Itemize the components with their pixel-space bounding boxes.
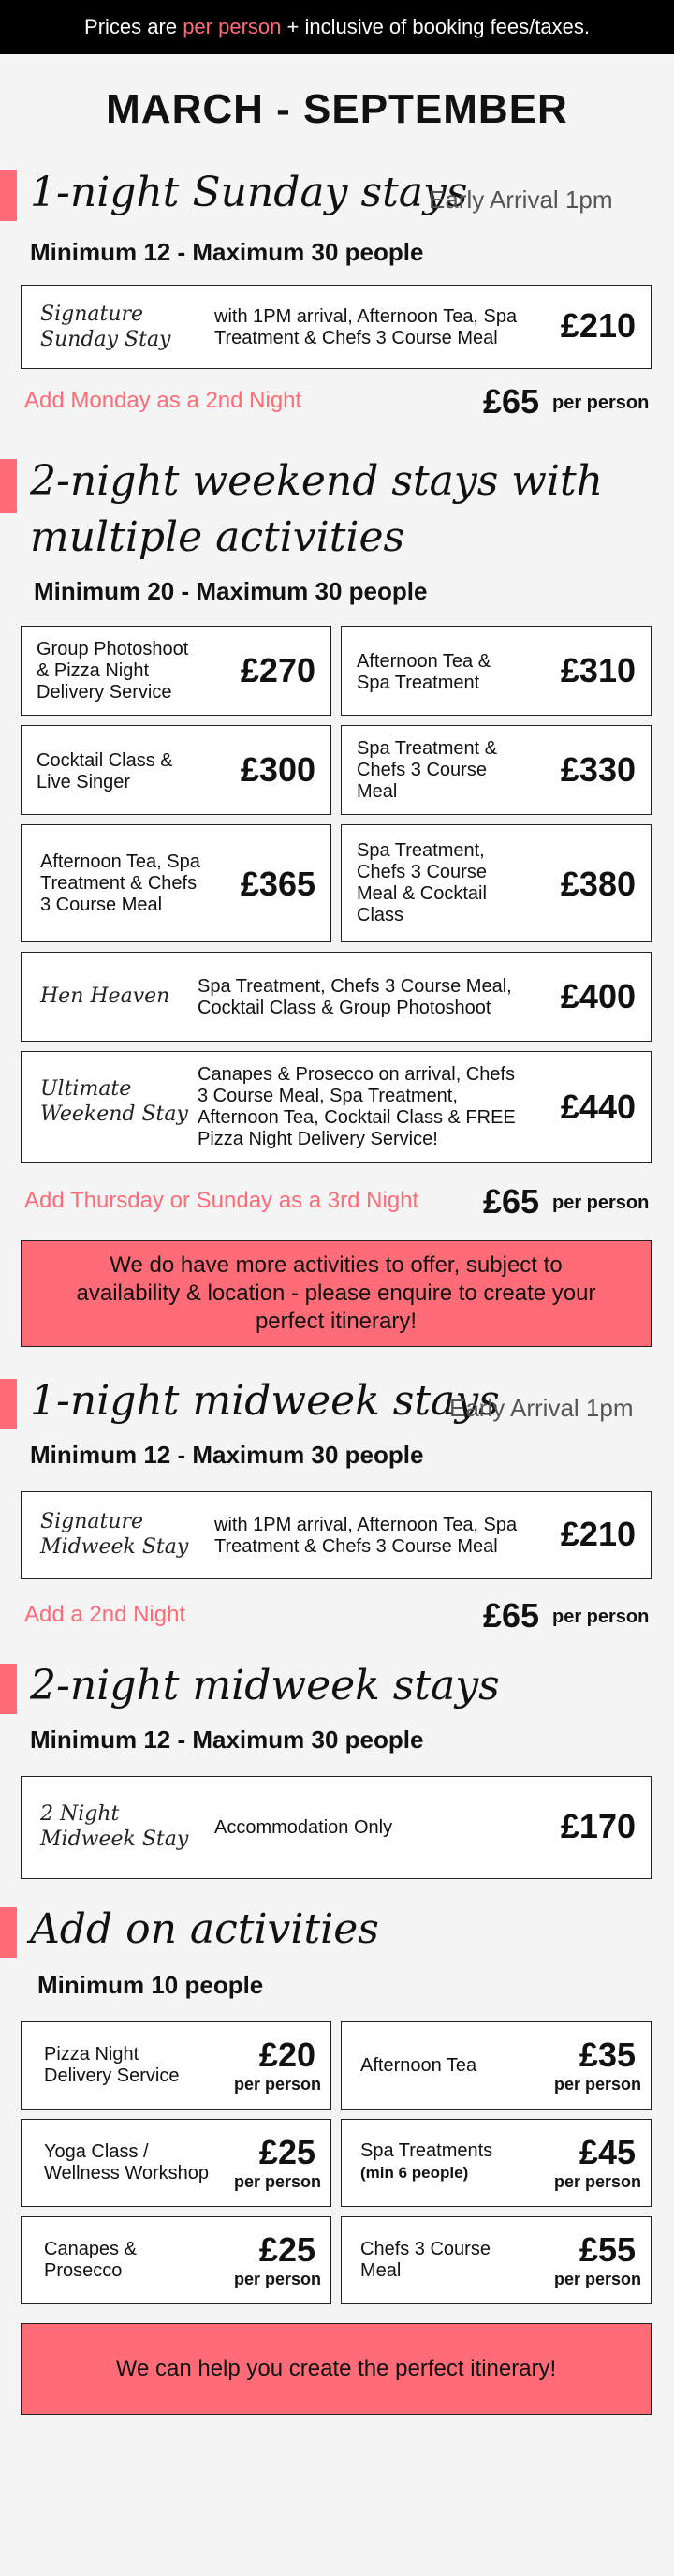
package-description	[214, 1515, 517, 1558]
description-line: (min 6 people)	[360, 2164, 469, 2182]
add-night-price: £65	[483, 1182, 540, 1221]
description-line: Afternoon Tea &	[357, 651, 491, 672]
early-arrival-label: Early Arrival 1pm	[429, 185, 613, 214]
addon-description	[360, 2140, 492, 2184]
description-line: Meal	[357, 781, 398, 802]
package-card[interactable]	[341, 725, 652, 815]
package-card-signature-midweek[interactable]	[21, 1491, 652, 1579]
package-price: £330	[560, 750, 636, 789]
package-description	[37, 639, 188, 703]
package-name	[40, 1801, 188, 1852]
package-description: Accommodation Only	[214, 1817, 393, 1838]
description-line: Live Singer	[37, 772, 131, 792]
package-price: £440	[560, 1088, 636, 1126]
package-price: £270	[240, 651, 315, 689]
addon-description	[360, 2055, 476, 2077]
package-name-line: Weekend Stay	[40, 1103, 188, 1126]
description-line: Pizza Night	[44, 2044, 139, 2065]
description-line: Spa Treatments	[360, 2140, 493, 2161]
addon-price: £55	[579, 2230, 636, 2269]
addon-price: £45	[579, 2133, 636, 2171]
package-description	[198, 976, 512, 1019]
description-line: with 1PM arrival, Afternoon Tea, Spa	[214, 306, 518, 327]
description-line: Meal & Cocktail	[357, 883, 487, 904]
description-line: Afternoon Tea, Spa	[40, 851, 200, 872]
section-title: Add on activities	[30, 1905, 379, 1953]
add-night-label: Add Monday as a 2nd Night	[24, 388, 302, 413]
package-name: Hen Heaven	[40, 985, 170, 1008]
description-line: Cocktail Class & Group Photoshoot	[198, 998, 491, 1018]
package-card[interactable]	[21, 725, 331, 815]
description-line: Spa Treatment, Chefs 3 Course Meal,	[198, 976, 512, 997]
description-line: Chefs 3 Course	[360, 2239, 491, 2259]
package-description	[214, 306, 517, 349]
section-title-line2: multiple activities	[30, 513, 405, 561]
description-line: Class	[357, 905, 404, 925]
description-line: Afternoon Tea	[360, 2055, 477, 2076]
banner-highlight: per person	[183, 15, 282, 38]
package-card[interactable]	[341, 824, 652, 942]
addon-per-person: per person	[233, 2270, 321, 2288]
description-line: Canapes & Prosecco on arrival, Chefs	[198, 1064, 516, 1085]
addon-price: £25	[258, 2230, 315, 2269]
description-line: Group Photoshoot	[37, 639, 189, 659]
add-night-label: Add a 2nd Night	[24, 1602, 186, 1627]
description-line: & Pizza Night	[37, 660, 150, 681]
description-line: Delivery Service	[37, 682, 172, 703]
description-line: Chefs 3 Course	[357, 760, 487, 780]
package-name	[40, 302, 171, 352]
group-size-label: Minimum 12 - Maximum 30 people	[30, 1441, 424, 1469]
addon-card[interactable]	[341, 2119, 652, 2207]
description-line: Meal	[360, 2260, 402, 2281]
addon-description	[360, 2239, 491, 2282]
package-name-line: Midweek Stay	[40, 1535, 189, 1559]
package-price: £380	[560, 865, 636, 903]
itinerary-cta[interactable]: We can help you create the perfect itinerary!	[21, 2323, 652, 2415]
section-title: 2-night midweek stays	[30, 1662, 500, 1710]
package-name-line: 2 Night	[40, 1802, 120, 1826]
description-line: Spa Treatment,	[357, 840, 485, 861]
add-night-label: Add Thursday or Sunday as a 3rd Night	[24, 1188, 419, 1213]
description-line: Yoga Class /	[44, 2141, 149, 2162]
addon-card[interactable]	[341, 2216, 652, 2304]
description-line: Delivery Service	[44, 2065, 180, 2086]
package-description	[357, 738, 497, 803]
package-name-line: Midweek Stay	[40, 1828, 189, 1851]
package-description	[40, 851, 200, 916]
addon-price: £20	[258, 2036, 315, 2074]
notice-line: We do have more activities to offer, subject to	[110, 1252, 563, 1278]
group-size-label: Minimum 10 people	[37, 1971, 264, 1999]
description-line: with 1PM arrival, Afternoon Tea, Spa	[214, 1515, 518, 1535]
description-line: Chefs 3 Course	[357, 862, 487, 882]
package-name-line: Sunday Stay	[40, 328, 171, 351]
banner-suffix: + inclusive of booking fees/taxes.	[281, 15, 590, 38]
package-price: £365	[240, 865, 315, 903]
add-night-per-person: per person	[552, 392, 650, 413]
description-line: Treatment & Chefs	[40, 873, 198, 894]
description-line: Pizza Night Delivery Service!	[198, 1129, 438, 1149]
package-name	[40, 1509, 188, 1560]
addon-per-person: per person	[553, 2075, 641, 2094]
group-size-label: Minimum 20 - Maximum 30 people	[34, 577, 428, 605]
package-card-2night-midweek[interactable]	[21, 1776, 652, 1879]
package-description	[37, 750, 173, 793]
package-name-line: Signature	[40, 303, 144, 326]
addon-per-person: per person	[553, 2270, 641, 2288]
addon-card[interactable]	[21, 2021, 331, 2110]
description-line: Treatment & Chefs 3 Course Meal	[214, 328, 498, 348]
description-line: Spa Treatment	[357, 673, 480, 693]
add-night-per-person: per person	[552, 1606, 650, 1627]
pricing-banner	[0, 0, 674, 54]
package-card-signature-sunday[interactable]	[21, 285, 652, 369]
notice-line: perfect itinerary!	[255, 1309, 418, 1334]
early-arrival-label: Early Arrival 1pm	[449, 1394, 634, 1422]
section-accent-bar	[0, 170, 17, 221]
package-price: £400	[560, 977, 636, 1015]
package-name-line: Signature	[40, 1510, 144, 1533]
add-night-price: £65	[483, 382, 540, 421]
package-name	[40, 1076, 188, 1127]
section-title-line1: 2-night weekend stays with	[30, 457, 604, 505]
description-line: Canapes &	[44, 2239, 137, 2259]
package-card[interactable]	[21, 626, 331, 716]
description-line: Afternoon Tea, Cocktail Class & FREE	[198, 1107, 516, 1128]
addon-description	[44, 2239, 137, 2282]
package-card-ultimate-weekend[interactable]	[21, 1051, 652, 1163]
package-card-hen-heaven[interactable]	[21, 952, 652, 1042]
package-price: £210	[560, 1515, 636, 1553]
description-line: Wellness Workshop	[44, 2163, 209, 2184]
add-night-price: £65	[483, 1596, 540, 1635]
addon-card[interactable]	[21, 2119, 331, 2207]
package-price: £210	[560, 306, 636, 345]
section-accent-bar	[0, 459, 17, 513]
package-price: £300	[240, 750, 315, 789]
addon-per-person: per person	[553, 2172, 641, 2191]
section-accent-bar	[0, 1907, 17, 1958]
description-line: Spa Treatment &	[357, 738, 498, 759]
package-description	[198, 1064, 516, 1150]
group-size-label: Minimum 12 - Maximum 30 people	[30, 238, 424, 266]
description-line: Prosecco	[44, 2260, 123, 2281]
section-title: 1-night Sunday stays	[30, 169, 468, 216]
addon-description	[44, 2044, 179, 2087]
section-title: 1-night midweek stays	[30, 1377, 500, 1425]
enquire-notice	[21, 1240, 652, 1347]
section-accent-bar	[0, 1664, 17, 1714]
addon-description	[44, 2141, 209, 2184]
package-name-line: Ultimate	[40, 1077, 132, 1101]
description-line: 3 Course Meal	[40, 895, 163, 915]
addon-per-person: per person	[233, 2075, 321, 2094]
package-description	[357, 651, 491, 694]
addon-card[interactable]	[21, 2216, 331, 2304]
description-line: Cocktail Class &	[37, 750, 173, 771]
banner-prefix: Prices are	[84, 15, 183, 38]
addon-card[interactable]	[341, 2021, 652, 2110]
addon-price: £25	[258, 2133, 315, 2171]
addon-per-person: per person	[233, 2172, 321, 2191]
notice-line: availability & location - please enquire to create your	[76, 1281, 596, 1306]
page-title: MARCH - SEPTEMBER	[106, 86, 568, 132]
package-price: £170	[560, 1807, 636, 1845]
description-line: 3 Course Meal, Spa Treatment,	[198, 1086, 458, 1106]
package-price: £310	[560, 651, 636, 689]
package-description	[357, 840, 487, 926]
add-night-per-person: per person	[552, 1192, 650, 1213]
description-line: Treatment & Chefs 3 Course Meal	[214, 1536, 498, 1557]
section-accent-bar	[0, 1379, 17, 1429]
package-card[interactable]	[21, 824, 331, 942]
package-card[interactable]	[341, 626, 652, 716]
addon-price: £35	[579, 2036, 636, 2074]
group-size-label: Minimum 12 - Maximum 30 people	[30, 1725, 424, 1754]
